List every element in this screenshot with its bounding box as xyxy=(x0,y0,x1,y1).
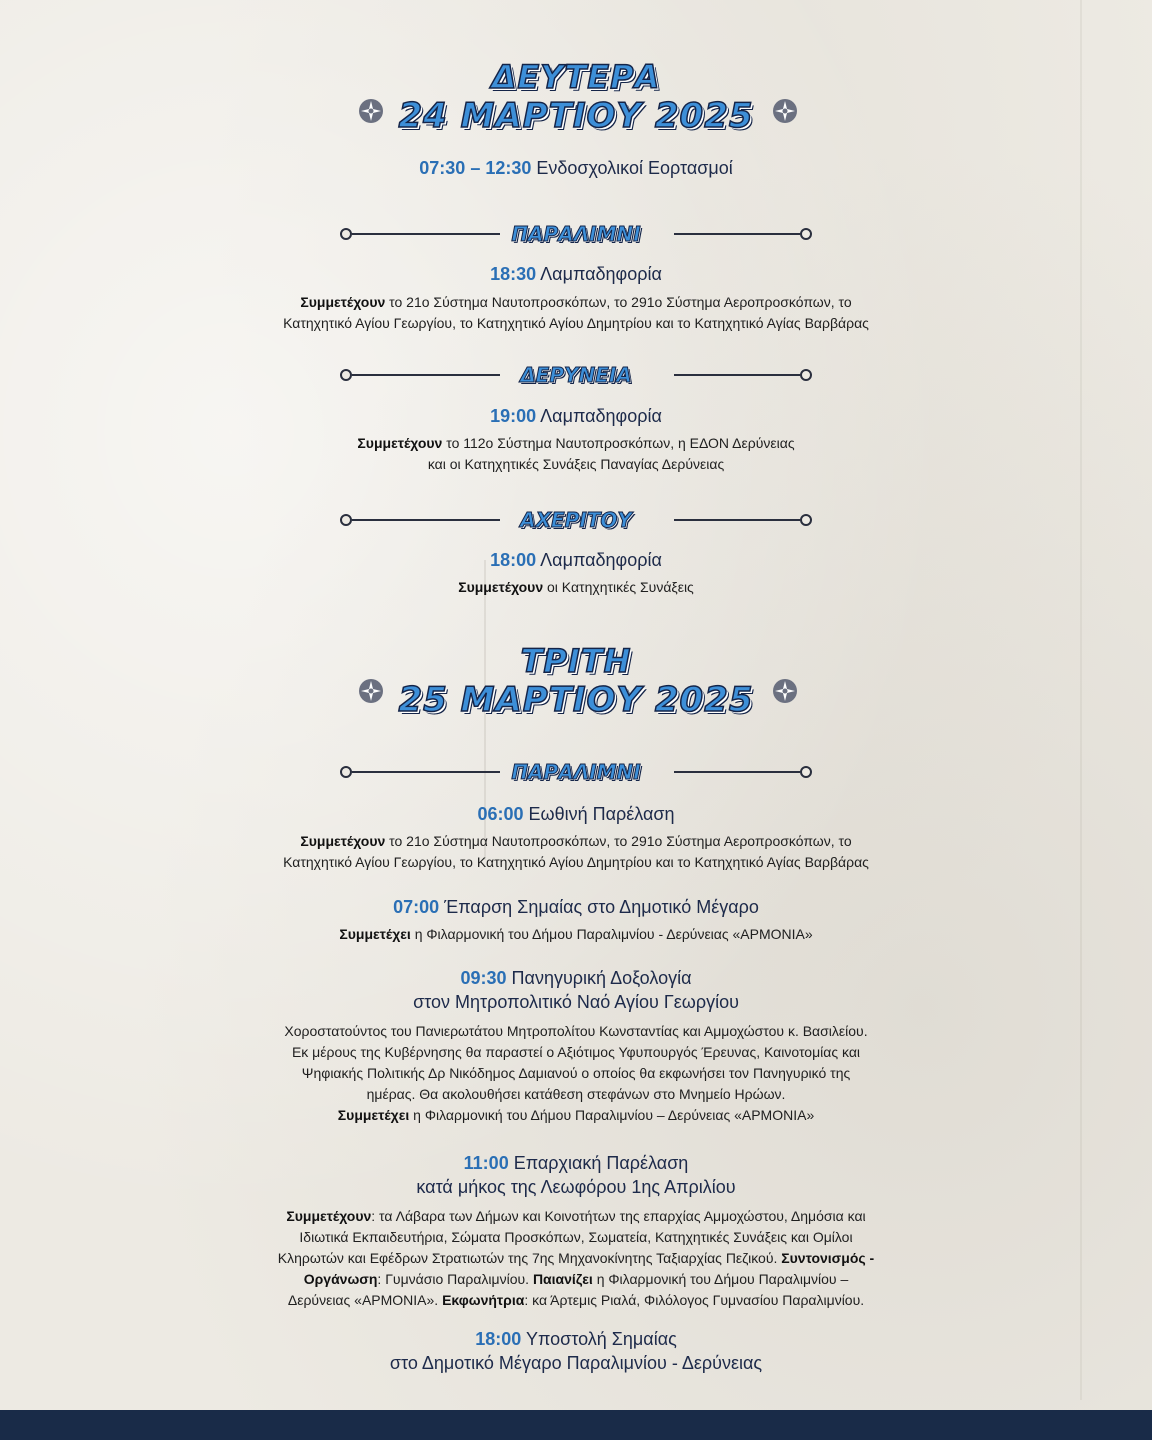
desc-bold: Συμμετέχουν xyxy=(300,294,386,310)
flower-ornament-icon xyxy=(358,678,384,704)
event-title: Υποστολή Σημαίας xyxy=(525,1329,677,1349)
desc-text: Εκ μέρους της Κυβέρνησης θα παραστεί ο Αξιότιμος Υφυπουργός Έρευνας, Καινοτομίας και xyxy=(291,1044,861,1060)
desc-bold: Συμμετέχουν xyxy=(286,1208,372,1224)
desc-text: οι Κατηχητικές Συνάξεις xyxy=(543,579,694,595)
place-divider xyxy=(340,220,812,248)
desc-text: Κατηχητικό Αγίου Γεωργίου, το Κατηχητικό Αγίου Δημητρίου και το Κατηχητικό Αγίας Βαρβάρας xyxy=(283,315,869,331)
event-time: 18:00 xyxy=(490,550,537,570)
place-name: ΑΧΕΡΙΤΟΥ xyxy=(520,508,632,532)
event-time: 07:30 – 12:30 xyxy=(419,158,532,178)
event-title: Ενδοσχολικοί Εορτασμοί xyxy=(536,158,733,178)
desc-text: Κληρωτών και Εφέδρων Στρατιωτών της 7ης Μηχανοκίνητης Ταξιαρχίας Πεζικού. xyxy=(277,1250,782,1266)
event-description xyxy=(0,292,1152,334)
event-description xyxy=(0,433,1152,475)
desc-text: : τα Λάβαρα των Δήμων και Κοινοτήτων της επαρχίας Αμμοχώστου, Δημόσια και xyxy=(371,1208,866,1224)
event-description xyxy=(0,1021,1152,1126)
event-time: 18:30 xyxy=(490,264,537,284)
desc-text: και οι Κατηχητικές Συνάξεις Παναγίας Δερύνειας xyxy=(427,456,725,472)
desc-text: Ψηφιακής Πολιτικής Δρ Νικόδημος Δαμιανού ο οποίος θα εκφωνήσει τον Πανηγυρικό της xyxy=(301,1065,851,1081)
desc-text: η Φιλαρμονική του Δήμου Παραλιμνίου - Δερύνειας «ΑΡΜΟΝΙΑ» xyxy=(410,926,813,942)
flower-ornament-icon xyxy=(772,98,798,124)
event-heading xyxy=(0,262,1152,286)
desc-bold: Συμμετέχουν xyxy=(357,435,443,451)
event-title-line2: κατά μήκος της Λεωφόρου 1ης Απριλίου xyxy=(416,1177,736,1197)
desc-text: Κατηχητικό Αγίου Γεωργίου, το Κατηχητικό Αγίου Δημητρίου και το Κατηχητικό Αγίας Βαρβάρας xyxy=(283,854,869,870)
event-description xyxy=(0,831,1152,873)
day2-name: ΤΡΙΤΗ xyxy=(520,642,632,680)
event-heading xyxy=(0,404,1152,428)
event-time: 06:00 xyxy=(477,804,524,824)
day1-header xyxy=(0,58,1152,136)
event-time: 11:00 xyxy=(463,1153,509,1173)
event-heading xyxy=(0,895,1152,919)
desc-text: : κα Άρτεμις Ριαλά, Φιλόλογος Γυμνασίου Παραλιμνίου. xyxy=(524,1292,865,1308)
event-title-line2: στο Δημοτικό Μέγαρο Παραλιμνίου - Δερύνειας xyxy=(389,1353,763,1373)
footer-bar xyxy=(0,1410,1152,1440)
place-name: ΠΑΡΑΛΙΜΝΙ xyxy=(511,222,641,246)
event-description xyxy=(0,924,1152,945)
event-heading xyxy=(0,548,1152,572)
desc-text: ημέρας. Θα ακολουθήσει κατάθεση στεφάνων στο Μνημείο Ηρώων. xyxy=(366,1086,786,1102)
day2-date: 25 ΜΑΡΤΙΟΥ 2025 xyxy=(398,680,754,720)
day1-date: 24 ΜΑΡΤΙΟΥ 2025 xyxy=(398,96,754,136)
desc-bold: Παιανίζει xyxy=(532,1271,593,1287)
event-title: Επαρχιακή Παρέλαση xyxy=(513,1153,689,1173)
event-heading xyxy=(0,802,1152,826)
desc-text: Ιδιωτικά Εκπαιδευτήρια, Σώματα Προσκόπων, Σωματεία, Κατηχητικές Συνάξεις και Ομίλοι xyxy=(299,1229,853,1245)
desc-text: Χοροστατούντος του Πανιερωτάτου Μητροπολίτου Κωνσταντίας και Αμμοχώστου κ. Βασιλείου. xyxy=(284,1023,868,1039)
desc-bold: Συμμετέχει xyxy=(337,1107,410,1123)
event-title: Λαμπαδηφορία xyxy=(540,264,662,284)
intro-event xyxy=(0,156,1152,180)
flower-ornament-icon xyxy=(772,678,798,704)
event-time: 18:00 xyxy=(475,1329,522,1349)
event-description xyxy=(0,1206,1152,1311)
desc-bold: Συμμετέχουν xyxy=(458,579,544,595)
event-description xyxy=(0,577,1152,598)
desc-text: το 21ο Σύστημα Ναυτοπροσκόπων, το 291ο Σύστημα Αεροπροσκόπων, το xyxy=(385,294,852,310)
place-divider xyxy=(340,361,812,389)
event-heading xyxy=(0,966,1152,1014)
desc-text: το 21ο Σύστημα Ναυτοπροσκόπων, το 291ο Σύστημα Αεροπροσκόπων, το xyxy=(385,833,852,849)
desc-text: : Γυμνάσιο Παραλιμνίου. xyxy=(377,1271,533,1287)
event-title: Εωθινή Παρέλαση xyxy=(528,804,675,824)
desc-bold: Συμμετέχουν xyxy=(300,833,386,849)
place-divider xyxy=(340,758,812,786)
day1-name: ΔΕΥΤΕΡΑ xyxy=(491,58,661,96)
event-title: Έπαρση Σημαίας στο Δημοτικό Μέγαρο xyxy=(444,897,759,917)
desc-text: η Φιλαρμονική του Δήμου Παραλιμνίου – xyxy=(592,1271,849,1287)
desc-text: Δερύνειας «ΑΡΜΟΝΙΑ». xyxy=(287,1292,443,1308)
event-time: 19:00 xyxy=(490,406,537,426)
event-title-line2: στον Μητροπολιτικό Ναό Αγίου Γεωργίου xyxy=(413,992,739,1012)
place-name: ΠΑΡΑΛΙΜΝΙ xyxy=(511,760,641,784)
event-title: Λαμπαδηφορία xyxy=(540,550,662,570)
place-divider xyxy=(340,506,812,534)
event-title: Λαμπαδηφορία xyxy=(540,406,662,426)
event-title: Πανηγυρική Δοξολογία xyxy=(511,968,692,988)
desc-bold: Συμμετέχει xyxy=(339,926,411,942)
event-heading xyxy=(0,1327,1152,1375)
flower-ornament-icon xyxy=(358,98,384,124)
desc-bold: Συντονισμός - xyxy=(781,1250,875,1266)
desc-bold: Εκφωνήτρια xyxy=(442,1292,525,1308)
desc-text: η Φιλαρμονική του Δήμου Παραλιμνίου – Δερύνειας «ΑΡΜΟΝΙΑ» xyxy=(409,1107,815,1123)
desc-bold: Οργάνωση xyxy=(303,1271,378,1287)
event-time: 07:00 xyxy=(393,897,440,917)
event-time: 09:30 xyxy=(460,968,507,988)
desc-text: το 112ο Σύστημα Ναυτοπροσκόπων, η ΕΔΟΝ Δερύνειας xyxy=(442,435,795,451)
event-heading xyxy=(0,1151,1152,1199)
place-name: ΔΕΡΥΝΕΙΑ xyxy=(520,363,632,387)
day2-header xyxy=(0,642,1152,720)
